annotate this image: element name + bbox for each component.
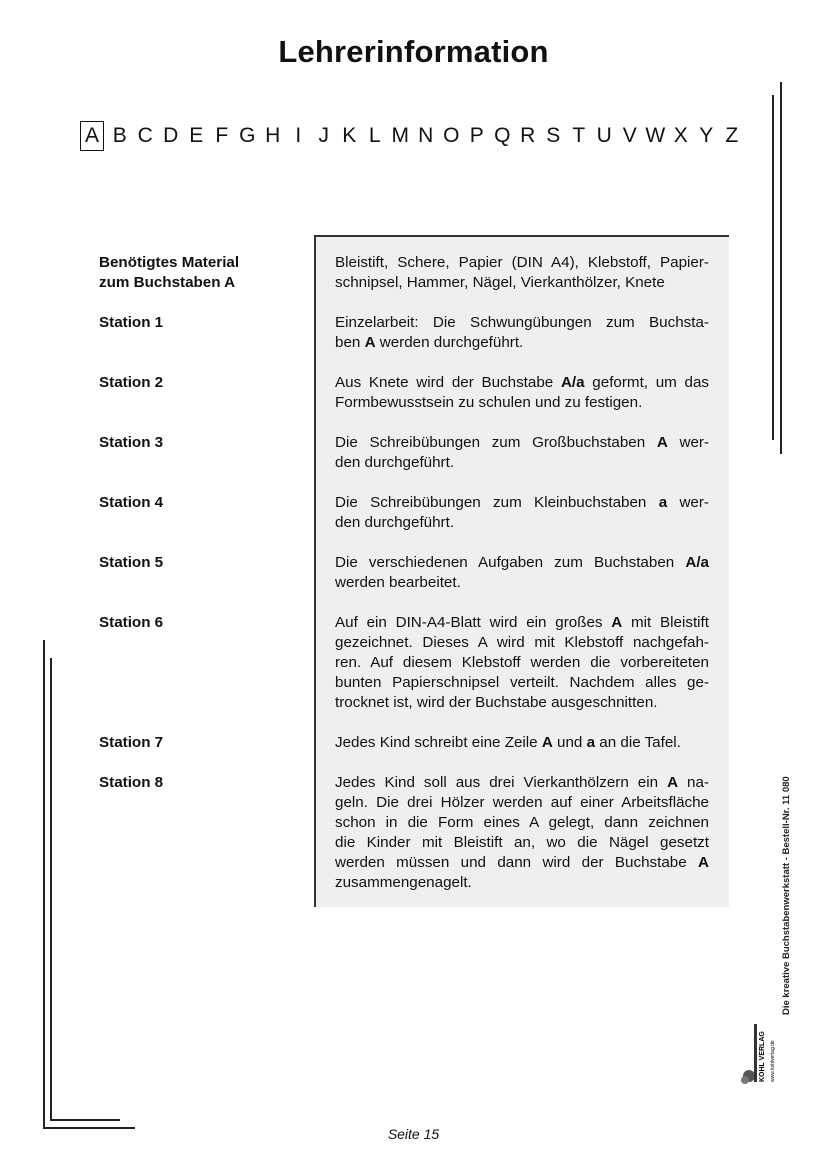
alphabet-letter-m: M [391, 124, 409, 147]
station-label-line: Station 4 [99, 494, 164, 511]
description-line [335, 853, 709, 873]
alphabet-letter-v: V [622, 124, 637, 147]
station-label-line: Station 8 [99, 774, 164, 791]
station-description [335, 313, 709, 353]
text-segment: Jedes Kind schreibt eine Zeile [335, 734, 542, 751]
station-label [99, 553, 299, 573]
text-segment: den durchgeführt. [335, 454, 455, 471]
description-line [335, 433, 709, 453]
text-segment: Bleistift, Schere, Papier (DIN A4), Klebstoff, Papier- [335, 254, 709, 271]
description-line [335, 453, 709, 473]
bold-letter: A [656, 434, 668, 451]
text-segment: ren. Auf diesem Klebstoff werden die vorbereiteten [335, 654, 709, 671]
station-label-line: Station 3 [99, 434, 164, 451]
text-segment: na- [678, 774, 710, 791]
station-description [335, 373, 709, 413]
station-label-line: Station 6 [99, 614, 164, 631]
alphabet-letter-e: E [189, 124, 204, 147]
station-description [335, 253, 709, 293]
description-line [335, 373, 709, 393]
alphabet-row [80, 120, 745, 152]
station-description [335, 773, 709, 893]
alphabet-letter-r: R [520, 124, 536, 147]
description-line [335, 613, 709, 633]
text-segment: Aus Knete wird der Buchstabe [335, 374, 561, 391]
station-label [99, 373, 299, 393]
text-segment: schon in die Form eines A gelegt, dann zeichnen [335, 814, 709, 831]
alphabet-letter-w: W [645, 124, 666, 147]
right-border-line-outer [772, 95, 774, 440]
text-segment: Jedes Kind soll aus drei Vierkanthölzern ein [335, 774, 668, 791]
description-line [335, 573, 709, 593]
description-line [335, 393, 709, 413]
station-description [335, 493, 709, 533]
bottom-border-line-inner [50, 1119, 120, 1121]
description-line [335, 793, 709, 813]
text-segment: werden bearbeitet. [335, 574, 461, 591]
description-line [335, 693, 709, 713]
station-label-line: Station 7 [99, 734, 164, 751]
alphabet-letter-j: J [318, 124, 329, 147]
alphabet-letter-u: U [596, 124, 612, 147]
text-segment: Die verschiedenen Aufgaben zum Buchstaben [335, 554, 686, 571]
bold-letter: A [541, 734, 553, 751]
description-line [335, 733, 709, 753]
description-line [335, 873, 709, 893]
alphabet-letter-s: S [546, 124, 561, 147]
text-segment: wer- [667, 434, 710, 451]
description-line [335, 673, 709, 693]
alphabet-letter-i: I [295, 124, 302, 147]
text-segment: wer- [667, 494, 709, 511]
station-label [99, 733, 299, 753]
description-line [335, 773, 709, 793]
text-segment: Die Schreibübungen zum Großbuchstaben [335, 434, 657, 451]
text-segment: geformt, um das [584, 374, 709, 391]
station-label [99, 313, 299, 333]
station-label [99, 773, 299, 793]
station-label-line: Benötigtes Material [99, 254, 240, 271]
right-border-line-inner [780, 82, 782, 454]
station-label [99, 433, 299, 453]
text-segment: die Kinder mit Bleistift an, wo die Nägel gesetzt [335, 834, 709, 851]
text-segment: werden durchgeführt. [375, 334, 524, 351]
alphabet-letter-n: N [418, 124, 434, 147]
description-line [335, 333, 709, 353]
text-segment: gezeichnet. Dieses A wird mit Klebstoff nachgefah- [335, 634, 709, 651]
series-sidenote: Die kreative Buchstabenwerkstatt - Bestell-Nr. 11 080 [781, 776, 792, 1015]
bold-letter: A/a [560, 374, 585, 391]
text-segment: mit Bleistift [622, 614, 709, 631]
text-segment: trocknet ist, wird der Buchstabe ausgeschnitten. [335, 694, 658, 711]
alphabet-letter-x: X [673, 124, 688, 147]
left-border-line-outer [43, 640, 45, 1128]
station-label [99, 253, 299, 293]
description-line [335, 833, 709, 853]
bold-letter: A [364, 334, 376, 351]
text-segment: Die Schreibübungen zum Kleinbuchstaben [335, 494, 659, 511]
station-label [99, 613, 299, 633]
alphabet-letter-h: H [265, 124, 281, 147]
bold-letter: A [611, 614, 623, 631]
text-segment: zusammengenagelt. [335, 874, 472, 891]
text-segment: an die Tafel. [595, 734, 681, 751]
text-segment: werden müssen und dann wird der Buchstabe [335, 854, 699, 871]
description-line [335, 493, 709, 513]
description-line [335, 553, 709, 573]
station-label-line: zum Buchstaben A [99, 274, 236, 291]
alphabet-letter-t: T [572, 124, 586, 147]
page-number: Seite 15 [387, 1126, 440, 1142]
station-description [335, 553, 709, 593]
alphabet-letter-q: Q [494, 124, 511, 147]
station-label-line: Station 2 [99, 374, 164, 391]
text-segment: bunten Papierschnipsel verteilt. Nachdem alles ge- [335, 674, 709, 691]
text-segment: schnipsel, Hammer, Nägel, Vierkanthölzer, Knete [335, 274, 665, 291]
description-line [335, 633, 709, 653]
page-title: Lehrerinformation [278, 34, 549, 69]
station-description [335, 733, 709, 753]
alphabet-letter-y: Y [699, 124, 714, 147]
alphabet-letter-a: A [80, 121, 104, 151]
station-label [99, 493, 299, 513]
description-line [335, 313, 709, 333]
description-line [335, 513, 709, 533]
text-segment: ben [335, 334, 365, 351]
description-line [335, 813, 709, 833]
station-description [335, 433, 709, 473]
text-segment: Auf ein DIN-A4-Blatt wird ein großes [335, 614, 612, 631]
left-border-line-inner [50, 658, 52, 1120]
alphabet-letter-k: K [342, 124, 357, 147]
publisher-logo [740, 1020, 780, 1090]
alphabet-letter-p: P [469, 124, 484, 147]
alphabet-letter-c: C [137, 124, 153, 147]
alphabet-letter-d: D [163, 124, 179, 147]
description-line [335, 253, 709, 273]
text-segment: Einzelarbeit: Die Schwungübungen zum Buchsta- [335, 314, 709, 331]
station-description [335, 613, 709, 713]
text-segment: und [552, 734, 587, 751]
station-label-line: Station 1 [99, 314, 164, 331]
bold-letter: a [586, 734, 596, 751]
bold-letter: a [658, 494, 668, 511]
text-segment: geln. Die drei Hölzer werden auf einer Arbeitsfläche [335, 794, 709, 811]
alphabet-letter-f: F [215, 124, 229, 147]
description-line [335, 653, 709, 673]
bold-letter: A [698, 854, 709, 871]
alphabet-letter-l: L [368, 124, 381, 147]
station-label-line: Station 5 [99, 554, 164, 571]
text-segment: Formbewusstsein zu schulen und zu festigen. [335, 394, 643, 411]
alphabet-letter-o: O [443, 124, 460, 147]
alphabet-letter-g: G [239, 124, 256, 147]
logo-url-text: www.kohlverlag.de [770, 1040, 776, 1082]
alphabet-letter-z: Z [725, 124, 739, 147]
text-segment: den durchgeführt. [335, 514, 455, 531]
bold-letter: A/a [685, 554, 709, 571]
description-line [335, 273, 709, 293]
alphabet-letter-b: B [112, 124, 127, 147]
bold-letter: A [667, 774, 679, 791]
logo-brand-text: KOHL VERLAG [759, 1031, 766, 1082]
